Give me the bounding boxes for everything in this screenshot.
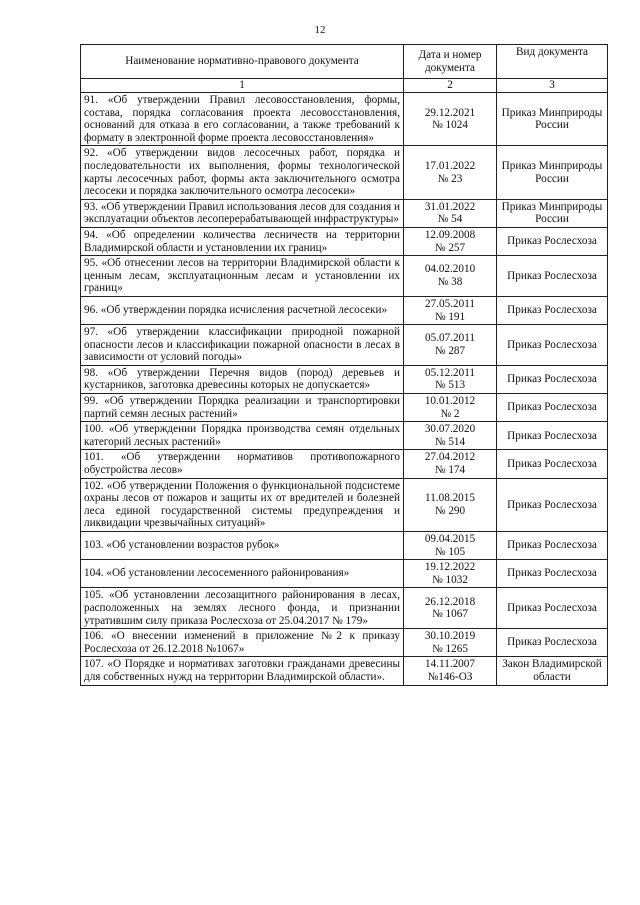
document-date: 27.04.2012	[424, 451, 476, 464]
document-name: 104. «Об установлении лесосеменного районирования»	[81, 560, 404, 588]
document-name: 107. «О Порядке и нормативах заготовки гражданами древесины для собственных нужд на территории Владимирской области».	[81, 657, 404, 685]
header-document-name: Наименование нормативно-правового документа	[81, 45, 404, 79]
column-number-2: 2	[404, 79, 497, 93]
documents-table	[80, 44, 608, 686]
document-number: №146-ОЗ	[427, 670, 473, 683]
document-date-number	[404, 325, 497, 366]
document-date: 26.12.2018	[424, 595, 476, 608]
document-number: № 2	[440, 407, 460, 420]
document-date-number	[404, 365, 497, 393]
document-kind: Приказ Рослесхоза	[497, 227, 608, 255]
document-date-number	[404, 532, 497, 560]
column-number-1: 1	[81, 79, 404, 93]
document-date-number	[404, 422, 497, 450]
document-kind: Приказ Рослесхоза	[497, 478, 608, 531]
document-kind: Приказ Рослесхоза	[497, 560, 608, 588]
document-date-number	[404, 478, 497, 531]
document-date-number	[404, 199, 497, 227]
document-kind: Приказ Минприроды России	[497, 93, 608, 146]
document-number: № 290	[434, 504, 466, 517]
document-number: № 1024	[432, 119, 468, 132]
table-row	[81, 588, 608, 629]
document-kind: Приказ Рослесхоза	[497, 365, 608, 393]
document-kind: Приказ Рослесхоза	[497, 588, 608, 629]
document-name: 106. «О внесении изменений в приложение №2 к приказу Рослесхоза от 26.12.2018 №1067»	[81, 629, 404, 657]
document-number: № 514	[434, 435, 466, 448]
document-date: 30.10.2019	[424, 630, 476, 643]
document-name: 95. «Об отнесении лесов на территории Владимирской области к ценным лесам, эксплуатационным лесам и установлении их границ»	[81, 256, 404, 297]
document-date: 30.07.2020	[424, 423, 476, 436]
document-number: № 38	[437, 276, 463, 289]
document-kind: Закон Владимирской области	[497, 657, 608, 685]
document-name: 94. «Об определении количества лесничеств на территории Владимирской области и установлении их границ»	[81, 227, 404, 255]
document-kind: Приказ Рослесхоза	[497, 532, 608, 560]
document-name: 100. «Об утверждении Порядка производства семян отдельных категорий лесных растений»	[81, 422, 404, 450]
document-date-number	[404, 450, 497, 478]
table-row	[81, 256, 608, 297]
column-number-3: 3	[497, 79, 608, 93]
document-date: 05.07.2011	[425, 332, 475, 345]
table-row	[81, 199, 608, 227]
document-date-number	[404, 146, 497, 199]
document-kind: Приказ Минприроды России	[497, 146, 608, 199]
document-kind: Приказ Минприроды России	[497, 199, 608, 227]
document-date-number	[404, 93, 497, 146]
document-name: 91. «Об утверждении Правил лесовосстановления, формы, состава, порядка согласования проекта лесовосстановления, оснований для отказа в его согласовании, а также требований к формату в электронной форме проекта лесовосстановления»	[81, 93, 404, 146]
document-number: № 513	[434, 379, 466, 392]
document-number: № 174	[434, 464, 466, 477]
document-date-number	[404, 227, 497, 255]
document-date: 05.12.2011	[425, 366, 475, 379]
document-date: 11.08.2015	[425, 492, 475, 505]
document-name: 102. «Об утверждении Положения о функциональной подсистеме охраны лесов от пожаров и защиты их от вредителей и болезней леса единой государственной системы предупреждения и ликвидации чрезвычайных ситуаций»	[81, 478, 404, 531]
document-date-number	[404, 629, 497, 657]
document-date-number	[404, 394, 497, 422]
document-number: № 191	[434, 310, 466, 323]
document-name: 97. «Об утверждении классификации природной пожарной опасности лесов и классификации пожарной опасности в лесах в зависимости от условий погоды»	[81, 325, 404, 366]
document-kind: Приказ Рослесхоза	[497, 450, 608, 478]
document-kind: Приказ Рослесхоза	[497, 629, 608, 657]
document-date: 27.05.2011	[425, 297, 475, 310]
table-row	[81, 450, 608, 478]
document-date-number	[404, 296, 497, 324]
document-number: № 1265	[432, 642, 468, 655]
document-date-number	[404, 588, 497, 629]
document-date: 29.12.2021	[424, 106, 476, 119]
document-number: № 1032	[432, 573, 468, 586]
document-kind: Приказ Рослесхоза	[497, 394, 608, 422]
table-row	[81, 422, 608, 450]
document-date: 04.02.2010	[424, 263, 476, 276]
page-number: 12	[314, 24, 326, 36]
table-header-row	[81, 45, 608, 79]
table-row	[81, 296, 608, 324]
table-row	[81, 532, 608, 560]
document-kind: Приказ Рослесхоза	[497, 256, 608, 297]
document-name: 98. «Об утверждении Перечня видов (пород) деревьев и кустарников, заготовка древесины которых не допускается»	[81, 365, 404, 393]
document-date: 19.12.2022	[424, 561, 476, 574]
table-row	[81, 365, 608, 393]
document-name: 105. «Об установлении лесозащитного районирования в лесах, расположенных на землях лесного фонда, и признании утратившим силу приказа Рослесхоза от 25.04.2017 № 179»	[81, 588, 404, 629]
table-row	[81, 394, 608, 422]
document-date-number	[404, 657, 497, 685]
document-date: 12.09.2008	[424, 228, 476, 241]
document-name: 101. «Об утверждении нормативов противопожарного обустройства лесов»	[81, 450, 404, 478]
document-date-number	[404, 560, 497, 588]
document-name: 93. «Об утверждении Правил использования лесов для создания и эксплуатации объектов лесоперерабатывающей инфраструктуры»	[81, 199, 404, 227]
table-row	[81, 93, 608, 146]
document-number: № 257	[434, 241, 466, 254]
table-row	[81, 629, 608, 657]
document-date: 17.01.2022	[424, 159, 476, 172]
document-number: № 1067	[432, 608, 468, 621]
table-row	[81, 146, 608, 199]
table-row	[81, 657, 608, 685]
document-name: 96. «Об утверждении порядка исчисления расчетной лесосеки»	[81, 296, 404, 324]
table-row	[81, 325, 608, 366]
document-date: 31.01.2022	[424, 200, 476, 213]
document-date: 14.11.2007	[425, 658, 475, 671]
document-number: № 287	[434, 344, 466, 357]
table-row	[81, 227, 608, 255]
document-number: № 105	[434, 545, 466, 558]
document-kind: Приказ Рослесхоза	[497, 325, 608, 366]
document-name: 99. «Об утверждении Порядка реализации и транспортировки партий семян лесных растений»	[81, 394, 404, 422]
document-date-number	[404, 256, 497, 297]
header-date-number: Дата и номер документа	[404, 45, 497, 79]
column-number-row	[81, 79, 608, 93]
document-name: 103. «Об установлении возрастов рубок»	[81, 532, 404, 560]
document-date: 10.01.2012	[424, 395, 476, 408]
header-document-kind: Вид документа	[497, 45, 608, 79]
table-row	[81, 560, 608, 588]
document-kind: Приказ Рослесхоза	[497, 296, 608, 324]
document-number: № 54	[437, 213, 463, 226]
document-number: № 23	[437, 172, 463, 185]
document-date: 09.04.2015	[424, 533, 476, 545]
document-name: 92. «Об утверждении видов лесосечных работ, порядка и последовательности их выполнения, формы технологической карты лесосечных работ, формы акта заключительного осмотра лесосеки и порядка заключительного осмотра лесосеки»	[81, 146, 404, 199]
table-row	[81, 478, 608, 531]
document-kind: Приказ Рослесхоза	[497, 422, 608, 450]
